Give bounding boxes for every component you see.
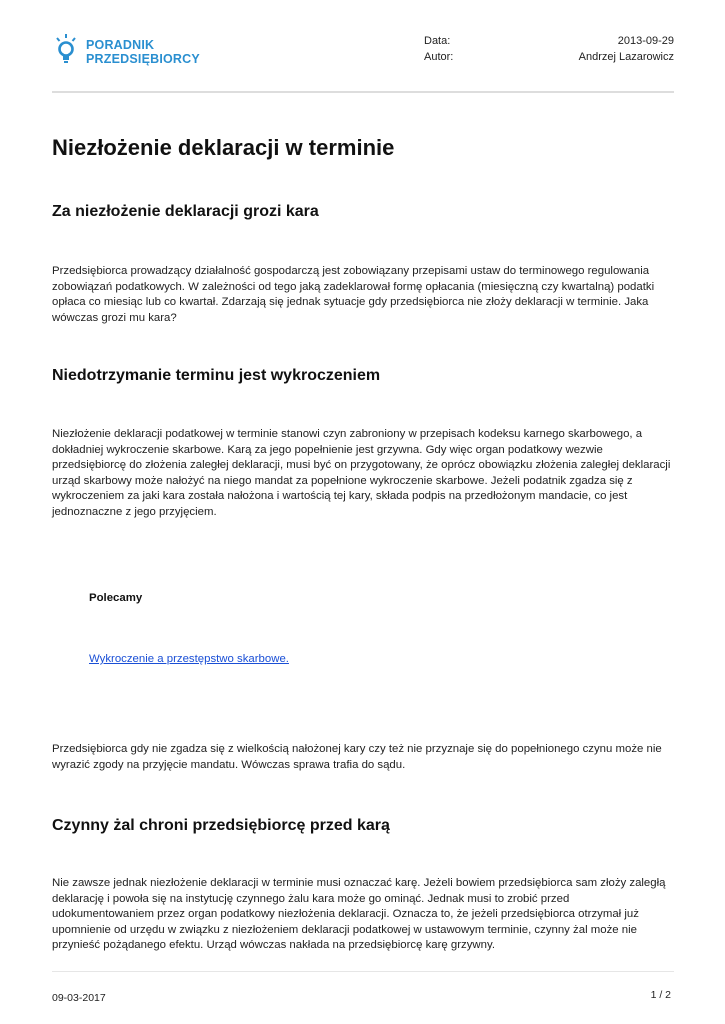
- logo-line-1: PORADNIK: [86, 37, 155, 52]
- logo-text: [86, 38, 200, 66]
- meta-date-value: 2013-09-29: [617, 35, 674, 47]
- recommend-label: Polecamy: [89, 592, 143, 604]
- meta-author-label: Autor:: [424, 51, 454, 63]
- page-number: 1 / 2: [650, 989, 671, 1001]
- site-logo[interactable]: [54, 32, 200, 71]
- article-title: Niezłożenie deklaracji w terminie: [52, 135, 395, 160]
- section-body-1: Przedsiębiorca prowadzący działalność gospodarczą jest zobowiązany przepisami ustaw do terminowego regulowania zobowiązań podatkowych. W zależności od tego jaką zadeklarował formę opłacania (miesięczną czy kwartalną) podatki opłaca co miesiąc lub co kwartał. Zdarzają się jednak sytuacje gdy przedsiębiorca nie złoży deklaracji w terminie. Jaka wówczas grozi mu kara?: [52, 265, 655, 324]
- footer-divider: [52, 971, 674, 972]
- mandate-paragraph: Przedsiębiorca gdy nie zgadza się z wielkością nałożonej kary czy też nie przyznaje się do popełnionego czynu może nie wyrazić zgody na przyjęcie mandatu. Wówczas sprawa trafia do sądu.: [52, 743, 662, 771]
- section-heading-2: Niedotrzymanie terminu jest wykroczeniem: [52, 367, 381, 384]
- section-body-3: Nie zawsze jednak niezłożenie deklaracji w terminie musi oznaczać karę. Jeżeli bowiem przedsiębiorca sam złoży zaległą deklarację i powoła się na instytucję czynnego żalu kara może go ominąć. Jednak musi to zrobić przed udokumentowaniem przez organ podatkowy niezłożenia deklaracji. Oznacza to, że jeżeli przedsiębiorca otrzymał już upomnienie od urzędu w związku z niezłożeniem deklaracji podatkowej w ustawowym terminie, czynny żal może nie przynieść pożądanego efektu. Urząd wówczas nakłada na przedsiębiorcę karę grzywny.: [52, 877, 666, 951]
- meta-date-label: Data:: [424, 35, 451, 47]
- section-body-2: Niezłożenie deklaracji podatkowej w terminie stanowi czyn zabroniony w przepisach kodeksu karnego skarbowego, a dokładniej wykroczenie skarbowe. Karą za jego popełnienie jest grzywna. Gdy więc organ podatkowy wezwie przedsiębiorcę do złożenia zaległej deklaracji, musi być on przygotowany, że oprócz obowiązku złożenia zaległej deklaracji urząd skarbowy może nałożyć na niego mandat za popełnione wykroczenie skarbowe. Jeżeli podatnik zgadza się z wykroczeniem za jaki kara została nałożona i wartością tej kary, składa podpis na przedłożonym mandacie, co jest jednoznaczne z jego przyjęciem.: [52, 428, 671, 518]
- recommend-link[interactable]: Wykroczenie a przestępstwo skarbowe.: [89, 653, 289, 665]
- lightbulb-icon: [54, 32, 78, 71]
- header-divider: [52, 91, 674, 93]
- document-meta: [424, 33, 674, 65]
- footer-date: 09-03-2017: [52, 992, 106, 1004]
- section-heading-3: Czynny żal chroni przedsiębiorcę przed karą: [52, 817, 390, 834]
- meta-author-value: Andrzej Lazarowicz: [578, 51, 674, 63]
- section-heading-1: Za niezłożenie deklaracji grozi kara: [52, 203, 319, 220]
- meta-row-author: [424, 49, 674, 65]
- logo-line-2: PRZEDSIĘBIORCY: [86, 51, 200, 66]
- meta-row-date: [424, 33, 674, 49]
